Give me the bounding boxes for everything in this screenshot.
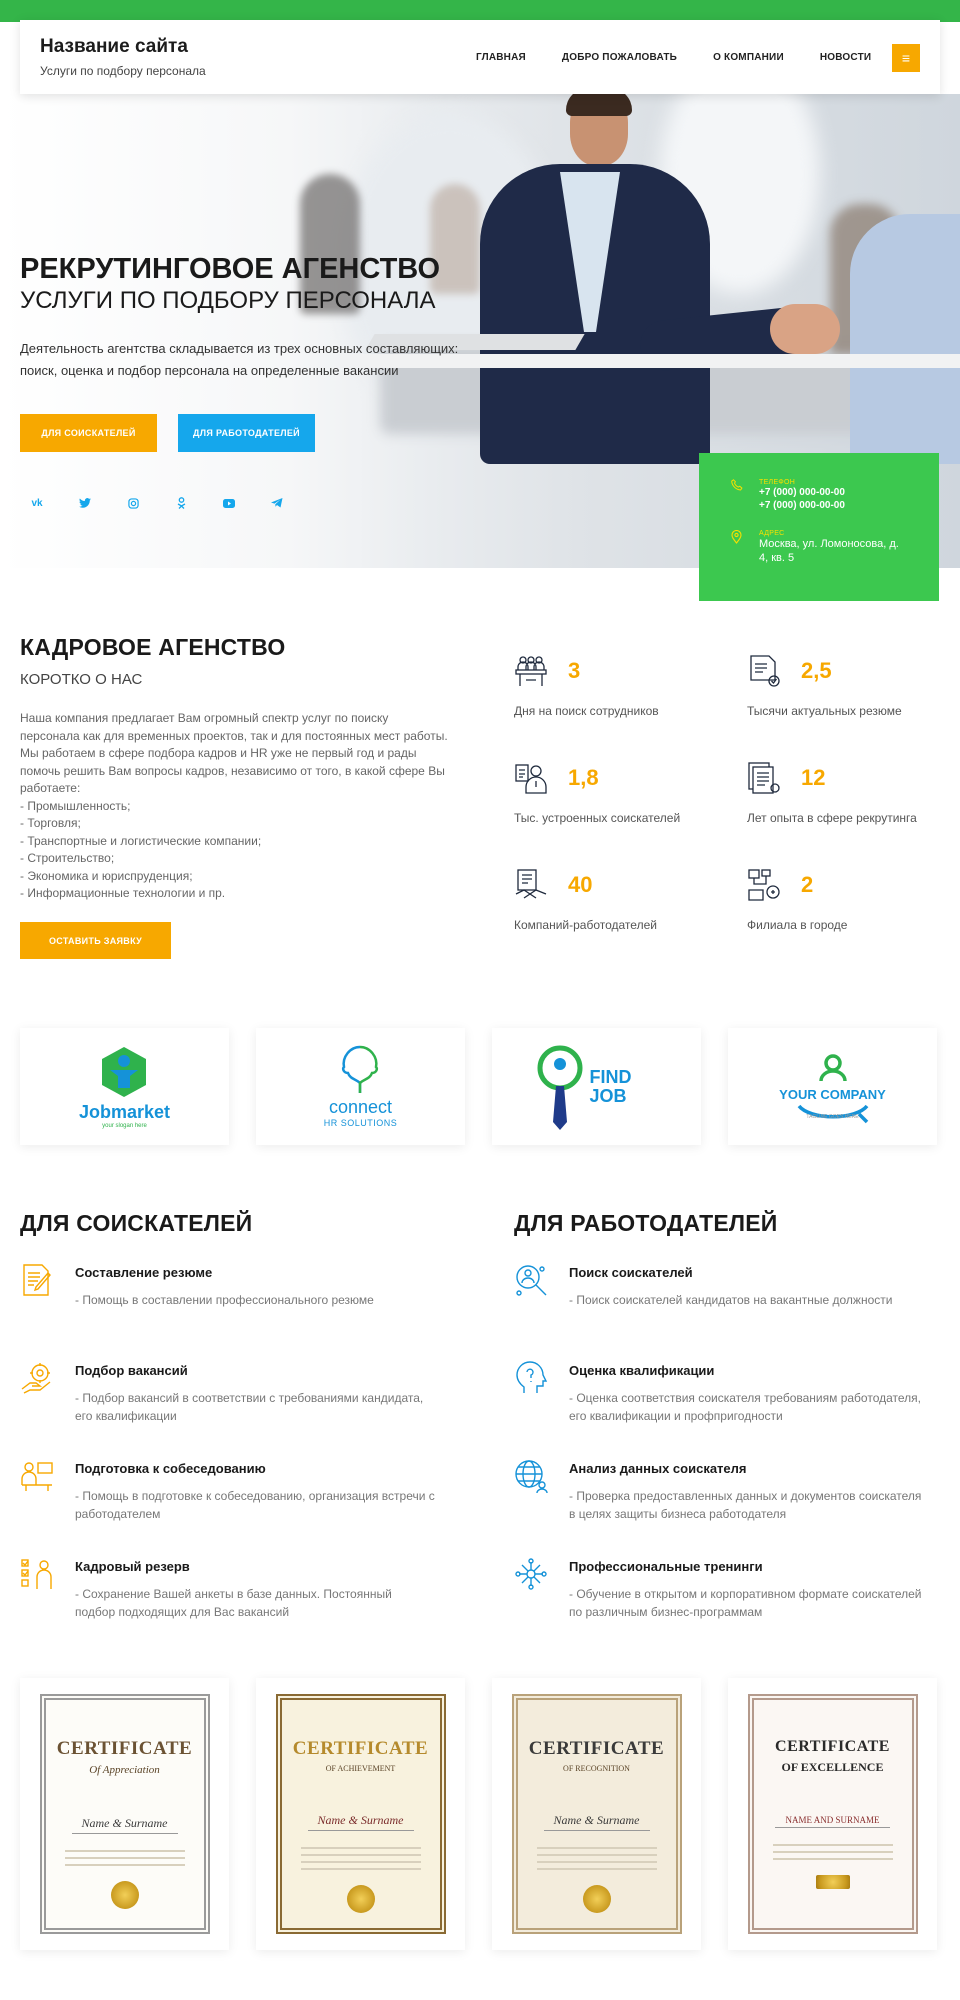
certificate-text-lines	[301, 1847, 421, 1875]
certificate-card[interactable]	[728, 1678, 937, 1950]
documents-icon	[747, 761, 781, 795]
service-name: Оценка квалификации	[569, 1363, 715, 1378]
contact-address	[731, 530, 919, 565]
globe-user-icon	[514, 1459, 548, 1493]
certificate-name: Name & Surname	[544, 1813, 650, 1831]
branches-icon	[747, 868, 781, 902]
address-label: АДРЕС	[759, 530, 785, 537]
logo-name: connect	[328, 1097, 393, 1117]
nav-item-about[interactable]: О КОМПАНИИ	[713, 51, 784, 63]
search-arc-icon	[791, 1102, 875, 1124]
employers-services	[514, 1210, 954, 1655]
contact-phone	[731, 479, 919, 512]
partner-logos	[20, 1028, 940, 1145]
hero-text	[20, 252, 490, 382]
site-subtitle: Услуги по подбору персонала	[40, 64, 206, 78]
certificates	[20, 1678, 940, 1950]
service-interview[interactable]	[20, 1459, 460, 1557]
nav-item-news[interactable]: НОВОСТИ	[819, 51, 872, 63]
partner-logo-jobmarket[interactable]	[20, 1028, 229, 1145]
gold-seal-icon	[111, 1881, 139, 1909]
certificate-name: NAME AND SURNAME	[775, 1815, 889, 1828]
location-pin-icon	[731, 530, 743, 565]
stat-label: Лет опыта в сфере рекрутинга	[747, 811, 917, 825]
person-search-icon	[803, 1053, 863, 1087]
service-desc: - Обучение в открытом и корпоративном формате соискателей по различным бизнес-программам	[569, 1587, 922, 1619]
odnoklassniki-icon[interactable]	[170, 492, 192, 514]
hero-subtitle: УСЛУГИ ПО ПОДБОРУ ПЕРСОНАЛА	[20, 287, 436, 314]
stat-label: Дня на поиск сотрудников	[514, 704, 659, 718]
site-header	[20, 20, 940, 94]
nav-item-welcome[interactable]: ДОБРО ПОЖАЛОВАТЬ	[561, 51, 678, 63]
vk-icon[interactable]: vk	[31, 497, 43, 509]
youtube-icon[interactable]	[218, 492, 240, 514]
handshake-icon	[514, 868, 548, 902]
certificate-achievement	[276, 1694, 446, 1934]
service-name: Составление резюме	[75, 1265, 213, 1280]
stat-number: 2	[801, 872, 814, 897]
service-resume[interactable]	[20, 1263, 460, 1361]
submit-request-button[interactable]: ОСТАВИТЬ ЗАЯВКУ	[20, 922, 171, 959]
logo-name: YOUR COMPANY	[779, 1087, 886, 1102]
employee-icon	[514, 761, 548, 795]
stat-number: 2,5	[801, 658, 832, 683]
top-bar	[0, 0, 960, 22]
certificate-kind: OF RECOGNITION	[563, 1764, 630, 1773]
service-desc: - Оценка соответствия соискателя требованиям работодателя, его квалификации и профпригодности	[569, 1391, 921, 1423]
stat-number: 40	[568, 872, 593, 897]
site-title: Название сайта	[40, 36, 188, 57]
logo-tagline: TAGLINE GOES HERE	[806, 1114, 859, 1120]
about-section	[20, 634, 450, 946]
stat-number: 1,8	[568, 765, 599, 790]
stat-number: 3	[568, 658, 581, 683]
reserve-checklist-icon	[20, 1557, 54, 1591]
certificate-card[interactable]	[492, 1678, 701, 1950]
service-desc: - Подбор вакансий в соответствии с требованиями кандидата, его квалификации	[75, 1391, 424, 1423]
certificate-card[interactable]	[256, 1678, 465, 1950]
head-question-icon	[514, 1361, 548, 1395]
service-desc: - Проверка предоставленных данных и документов соискателя в целях защиты бизнеса работодателя	[569, 1489, 922, 1521]
hero-description: Деятельность агентства складывается из трех основных составляющих: поиск, оценка и подбор персонала на определенные вакансии	[20, 341, 459, 378]
certificate-title: CERTIFICATE	[528, 1738, 665, 1759]
certificate-appreciation	[40, 1694, 210, 1934]
about-title: КАДРОВОЕ АГЕНСТВО	[20, 634, 286, 660]
certificate-name: Name & Surname	[72, 1816, 178, 1834]
stat-label: Тыс. устроенных соискателей	[514, 811, 681, 825]
search-people-icon	[514, 1263, 548, 1297]
about-subtitle: КОРОТКО О НАС	[20, 671, 143, 688]
service-name: Профессиональные тренинги	[569, 1559, 763, 1574]
service-name: Подготовка к собеседованию	[75, 1461, 266, 1476]
certificate-text-lines	[773, 1844, 893, 1865]
instagram-icon[interactable]	[122, 492, 144, 514]
gold-seal-icon	[816, 1875, 850, 1889]
partner-logo-findjob[interactable]	[492, 1028, 701, 1145]
seekers-services	[20, 1210, 460, 1655]
service-trainings[interactable]	[514, 1557, 954, 1655]
gold-seal-icon	[347, 1885, 375, 1913]
certificate-title: CERTIFICATE	[56, 1738, 193, 1759]
phone-2[interactable]: +7 (000) 000-00-00	[759, 500, 845, 511]
certificate-text-lines	[537, 1847, 657, 1875]
hero-buttons	[20, 414, 315, 452]
service-search[interactable]	[514, 1263, 954, 1361]
vacancy-gear-icon	[20, 1361, 54, 1395]
office-team-icon	[514, 654, 548, 688]
resume-edit-icon	[20, 1263, 54, 1297]
hero-title: РЕКРУТИНГОВОЕ АГЕНСТВО	[20, 253, 441, 285]
service-reserve[interactable]	[20, 1557, 460, 1655]
service-qualification[interactable]	[514, 1361, 954, 1459]
service-vacancies[interactable]	[20, 1361, 460, 1459]
stat-number: 12	[801, 765, 826, 790]
for-employers-button[interactable]: ДЛЯ РАБОТОДАТЕЛЕЙ	[178, 414, 315, 452]
phone-1[interactable]: +7 (000) 000-00-00	[759, 487, 845, 498]
seekers-title: ДЛЯ СОИСКАТЕЛЕЙ	[20, 1210, 253, 1236]
stat-label: Тысячи актуальных резюме	[747, 704, 902, 718]
certificate-kind: OF EXCELLENCE	[781, 1760, 884, 1774]
certificate-recognition	[512, 1694, 682, 1934]
certificate-kind: Of Appreciation	[89, 1764, 160, 1776]
address-value: Москва, ул. Ломоносова, д. 4, кв. 5	[759, 538, 899, 564]
certificate-excellence	[748, 1694, 918, 1934]
social-links	[26, 492, 288, 514]
interview-icon	[20, 1459, 54, 1493]
employers-title: ДЛЯ РАБОТОДАТЕЛЕЙ	[514, 1210, 778, 1236]
gold-seal-icon	[583, 1885, 611, 1913]
certificate-title: CERTIFICATE	[775, 1738, 890, 1755]
service-name: Подбор вакансий	[75, 1363, 188, 1378]
service-name: Поиск соискателей	[569, 1265, 693, 1280]
main-nav	[476, 52, 871, 63]
logo-name: FIND JOB	[589, 1066, 632, 1106]
logo-tagline: HR SOLUTIONS	[323, 1118, 398, 1128]
certificate-kind: OF ACHIEVEMENT	[325, 1764, 396, 1773]
service-desc: - Сохранение Вашей анкеты в базе данных. Постоянный подбор подходящих для Вас вакансий	[75, 1587, 392, 1619]
certificate-text-lines	[65, 1850, 185, 1871]
nav-item-home[interactable]: ГЛАВНАЯ	[476, 51, 526, 63]
service-name: Кадровый резерв	[75, 1559, 190, 1574]
menu-icon[interactable]: ≡	[892, 44, 920, 72]
connect-heads-icon	[325, 1045, 395, 1097]
brand[interactable]	[40, 36, 400, 78]
certificate-card[interactable]	[20, 1678, 229, 1950]
service-desc: - Поиск соискателей кандидатов на вакантные должности	[569, 1293, 893, 1307]
for-seekers-button[interactable]: ДЛЯ СОИСКАТЕЛЕЙ	[20, 414, 157, 452]
about-text: Наша компания предлагает Вам огромный спектр услуг по поиску персонала как для временных проектов, так и для постоянных мест работы. Мы работаем в сфере подбора кадров и HR уже не первый год и рады помочь решить Вам вопросы кадров, независимо от того, в какой сфере Вы работаете: - Промышленность; - Торговля; - Транспортные и логистические компании; - Строительство; - Экономика и юриспруденция; - Информационные технологии и пр.	[20, 711, 448, 900]
findjob-magnifier-icon	[534, 1042, 586, 1132]
service-desc: - Помощь в составлении профессионального резюме	[75, 1293, 374, 1307]
telegram-icon[interactable]	[266, 492, 288, 514]
resume-icon	[747, 654, 781, 688]
stat-label: Компаний-работодателей	[514, 918, 657, 932]
training-icon	[514, 1557, 548, 1591]
partner-logo-yourcompany[interactable]	[728, 1028, 937, 1145]
partner-logo-connect[interactable]	[256, 1028, 465, 1145]
certificate-title: CERTIFICATE	[292, 1738, 429, 1759]
service-desc: - Помощь в подготовке к собеседованию, организация встречи с работодателем	[75, 1489, 435, 1521]
logo-name: Jobmarket	[78, 1102, 171, 1122]
certificate-name: Name & Surname	[308, 1813, 414, 1831]
service-data-analysis[interactable]	[514, 1459, 954, 1557]
phone-icon	[731, 479, 743, 512]
twitter-icon[interactable]	[74, 492, 96, 514]
phone-label: ТЕЛЕФОН	[759, 479, 796, 486]
service-name: Анализ данных соискателя	[569, 1461, 747, 1476]
contact-box	[699, 453, 939, 601]
stat-label: Филиала в городе	[747, 918, 848, 932]
jobmarket-emblem-icon	[96, 1044, 152, 1100]
logo-tagline: your slogan here	[102, 1123, 147, 1129]
